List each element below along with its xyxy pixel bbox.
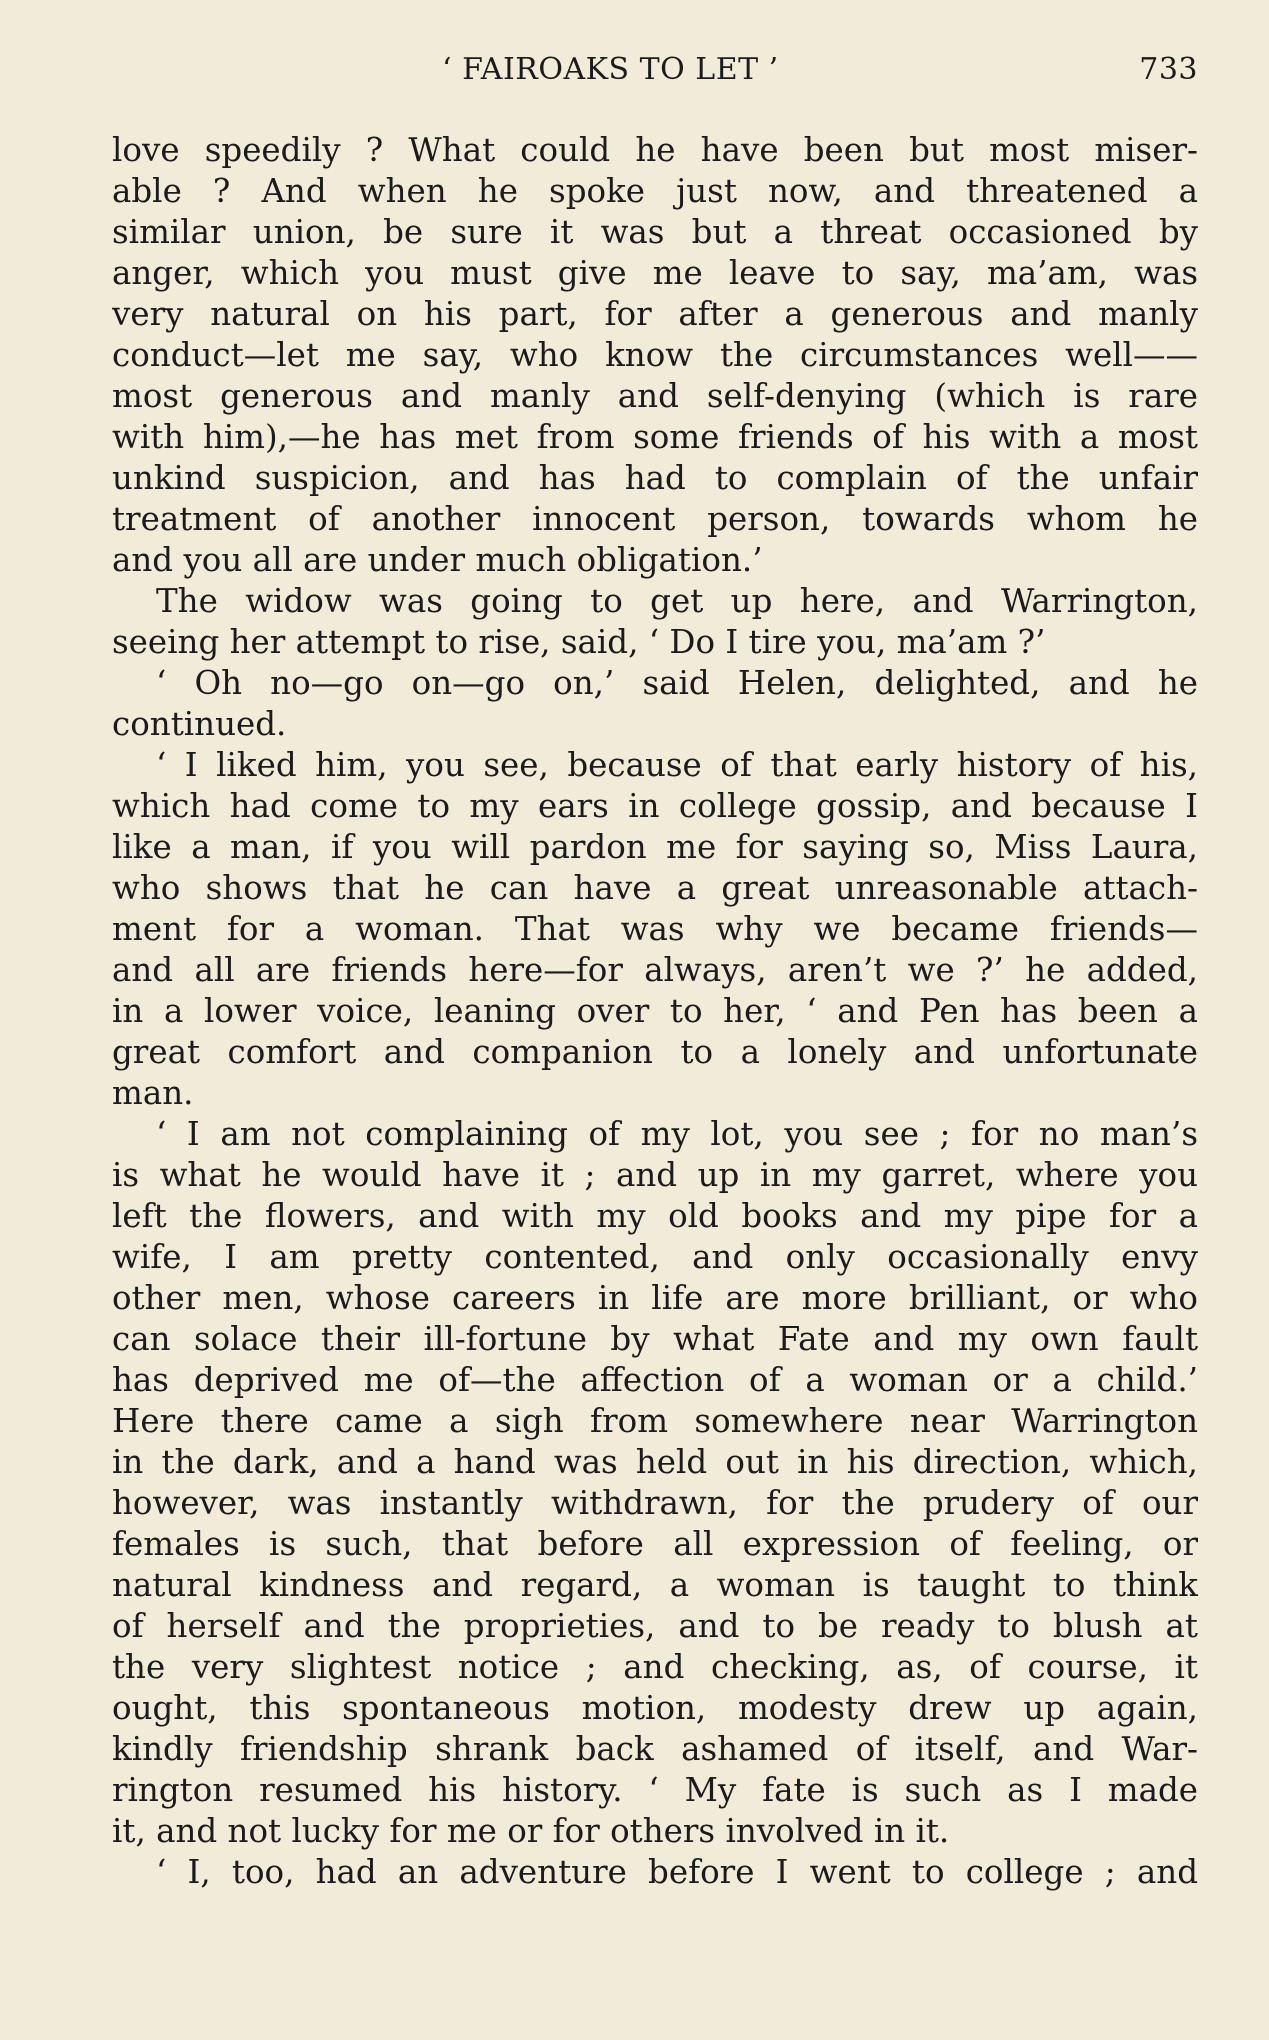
- text-line: has deprived me of—the affection of a woman or a child.’: [112, 1361, 1198, 1399]
- text-line: kindly friendship shrank back ashamed of itself, and War-: [112, 1730, 1198, 1768]
- text-line: Here there came a sigh from somewhere near Warrington: [112, 1402, 1198, 1440]
- text-line: anger, which you must give me leave to say, ma’am, was: [112, 254, 1198, 292]
- text-line: can solace their ill-fortune by what Fate and my own fault: [112, 1320, 1198, 1358]
- text-line: treatment of another innocent person, towards whom he: [112, 500, 1198, 538]
- text-line: in a lower voice, leaning over to her, ‘ and Pen has been a: [112, 992, 1198, 1030]
- text-line: and you all are under much obligation.’: [112, 541, 763, 579]
- text-line: in the dark, and a hand was held out in his direction, which,: [112, 1443, 1198, 1481]
- text-line: similar union, be sure it was but a threat occasioned by: [112, 213, 1198, 251]
- text-line: unkind suspicion, and has had to complain of the unfair: [112, 459, 1198, 497]
- text-line: ‘ Oh no—go on—go on,’ said Helen, delighted, and he: [156, 664, 1198, 702]
- text-line: The widow was going to get up here, and Warrington,: [156, 582, 1198, 620]
- text-line: the very slightest notice ; and checking, as, of course, it: [112, 1648, 1198, 1686]
- text-line: man.: [112, 1074, 194, 1112]
- text-line: very natural on his part, for after a generous and manly: [112, 295, 1198, 333]
- text-line: ‘ I liked him, you see, because of that early history of his,: [156, 746, 1198, 784]
- text-line: conduct—let me say, who know the circumstances well——: [112, 336, 1198, 374]
- text-line: however, was instantly withdrawn, for the prudery of our: [112, 1484, 1198, 1522]
- running-title: ‘ FAIROAKS TO LET ’: [442, 52, 779, 87]
- text-line: rington resumed his history. ‘ My fate is such as I made: [112, 1771, 1198, 1809]
- text-line: who shows that he can have a great unreasonable attach-: [112, 869, 1198, 907]
- text-line: natural kindness and regard, a woman is taught to think: [112, 1566, 1198, 1604]
- text-line: ‘ I, too, had an adventure before I went to college ; and: [156, 1853, 1198, 1891]
- text-line: with him),—he has met from some friends of his with a most: [112, 418, 1198, 456]
- text-line: continued.: [112, 705, 287, 743]
- text-line: and all are friends here—for always, aren’t we ?’ he added,: [112, 951, 1198, 989]
- text-line: ment for a woman. That was why we became friends—: [112, 910, 1198, 948]
- text-line: able ? And when he spoke just now, and threatened a: [112, 172, 1198, 210]
- text-line: most generous and manly and self-denying (which is rare: [112, 377, 1198, 415]
- page-number: 733: [1139, 52, 1198, 87]
- text-line: seeing her attempt to rise, said, ‘ Do I tire you, ma’am ?’: [112, 623, 1046, 661]
- text-line: ought, this spontaneous motion, modesty drew up again,: [112, 1689, 1198, 1727]
- text-line: it, and not lucky for me or for others involved in it.: [112, 1812, 950, 1850]
- text-line: wife, I am pretty contented, and only occasionally envy: [112, 1238, 1198, 1276]
- text-line: like a man, if you will pardon me for saying so, Miss Laura,: [112, 828, 1198, 866]
- text-line: of herself and the proprieties, and to be ready to blush at: [112, 1607, 1198, 1645]
- text-line: females is such, that before all expression of feeling, or: [112, 1525, 1198, 1563]
- text-line: left the flowers, and with my old books and my pipe for a: [112, 1197, 1198, 1235]
- body-text: [112, 130, 1198, 1893]
- text-line: love speedily ? What could he have been but most miser-: [112, 131, 1198, 169]
- text-line: ‘ I am not complaining of my lot, you see ; for no man’s: [156, 1115, 1198, 1153]
- text-line: is what he would have it ; and up in my garret, where you: [112, 1156, 1198, 1194]
- running-head: [112, 52, 1198, 96]
- text-line: great comfort and companion to a lonely and unfortunate: [112, 1033, 1198, 1071]
- text-line: other men, whose careers in life are more brilliant, or who: [112, 1279, 1198, 1317]
- text-line: which had come to my ears in college gossip, and because I: [112, 787, 1198, 825]
